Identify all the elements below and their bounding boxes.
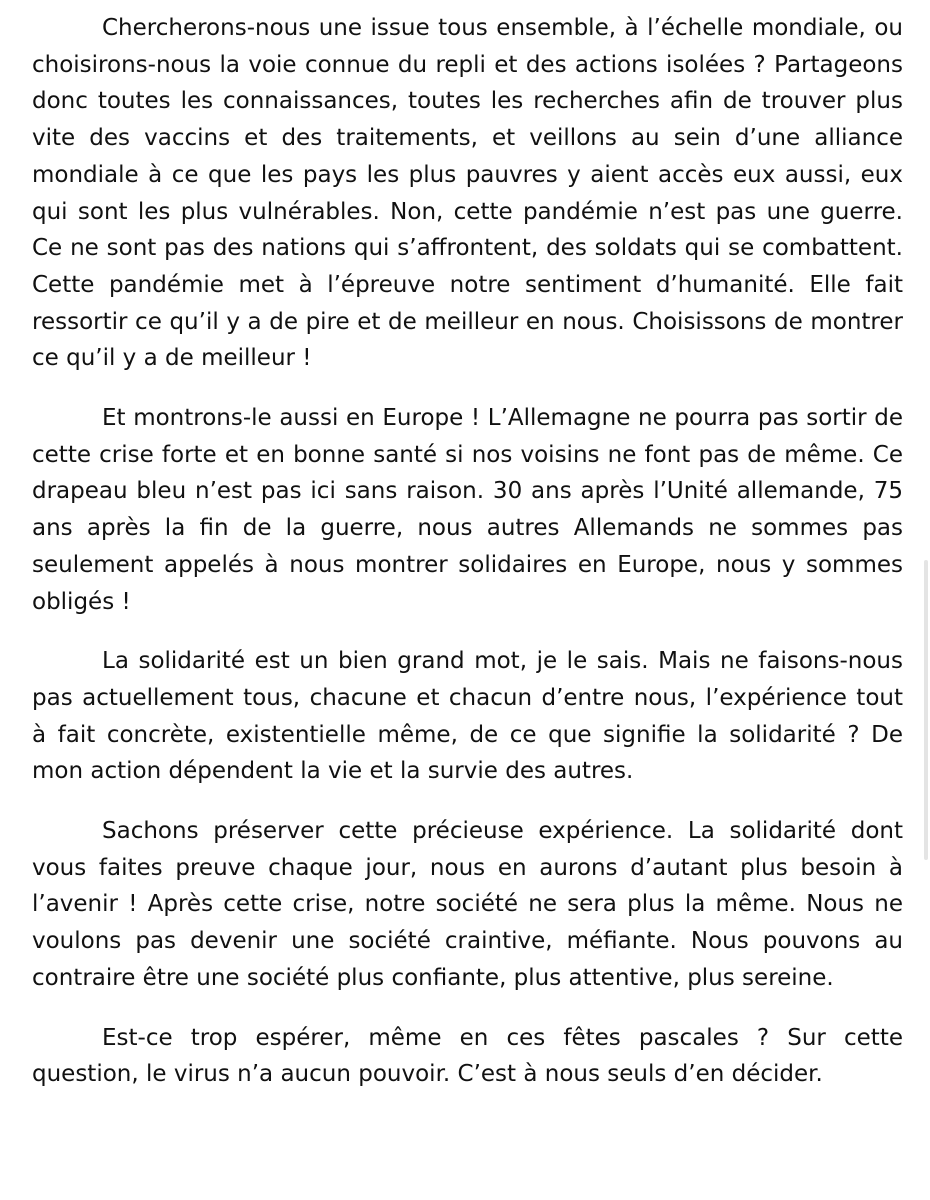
paragraph-3: La solidarité est un bien grand mot, je le sais. Mais ne faisons-nous pas actuellement tous, chacune et chacun d’entre nous, l’expérience tout à fait concrète, existentielle même, de ce que signifie la solidarité ? De mon action dépendent la vie et la survie des autres. (32, 648, 903, 785)
paragraph-5: Est-ce trop espérer, même en ces fêtes pascales ? Sur cette question, le virus n’a aucun pouvoir. C’est à nous seuls d’en décider. (32, 1024, 903, 1088)
document-page (32, 10, 903, 1116)
paragraph-2: Et montrons-le aussi en Europe ! L’Allemagne ne pourra pas sortir de cette crise forte et en bonne santé si nos voisins ne font pas de même. Ce drapeau bleu n’est pas ici sans raison. 30 ans après l’Unité allemande, 75 ans après la fin de la guerre, nous autres Allemands ne sommes pas seulement appelés à nous montrer solidaires en Europe, nous y sommes obligés ! (32, 405, 903, 615)
paragraph-4: Sachons préserver cette précieuse expérience. La solidarité dont vous faites preuve chaque jour, nous en aurons d’autant plus besoin à l’avenir ! Après cette crise, notre société ne sera plus la même. Nous ne voulons pas devenir une société craintive, méfiante. Nous pouvons au contraire être une société plus confiante, plus attentive, plus sereine. (32, 818, 903, 991)
paragraph-1: Chercherons-nous une issue tous ensemble, à l’échelle mondiale, ou choisirons-nous la voie connue du repli et des actions isolées ? Partageons donc toutes les connaissances, toutes les recherches afin de trouver plus vite des vaccins et des traitements, et veillons au sein d’une alliance mondiale à ce que les pays les plus pauvres y aient accès eux aussi, eux qui sont les plus vulnérables. Non, cette pandémie n’est pas une guerre. Ce ne sont pas des nations qui s’affrontent, des soldats qui se combattent. Cette pandémie met à l’épreuve notre sentiment d’humanité. Elle fait ressortir ce qu’il y a de pire et de meilleur en nous. Choisissons de montrer ce qu’il y a de meilleur ! (32, 15, 903, 372)
scrollbar[interactable] (924, 560, 928, 860)
